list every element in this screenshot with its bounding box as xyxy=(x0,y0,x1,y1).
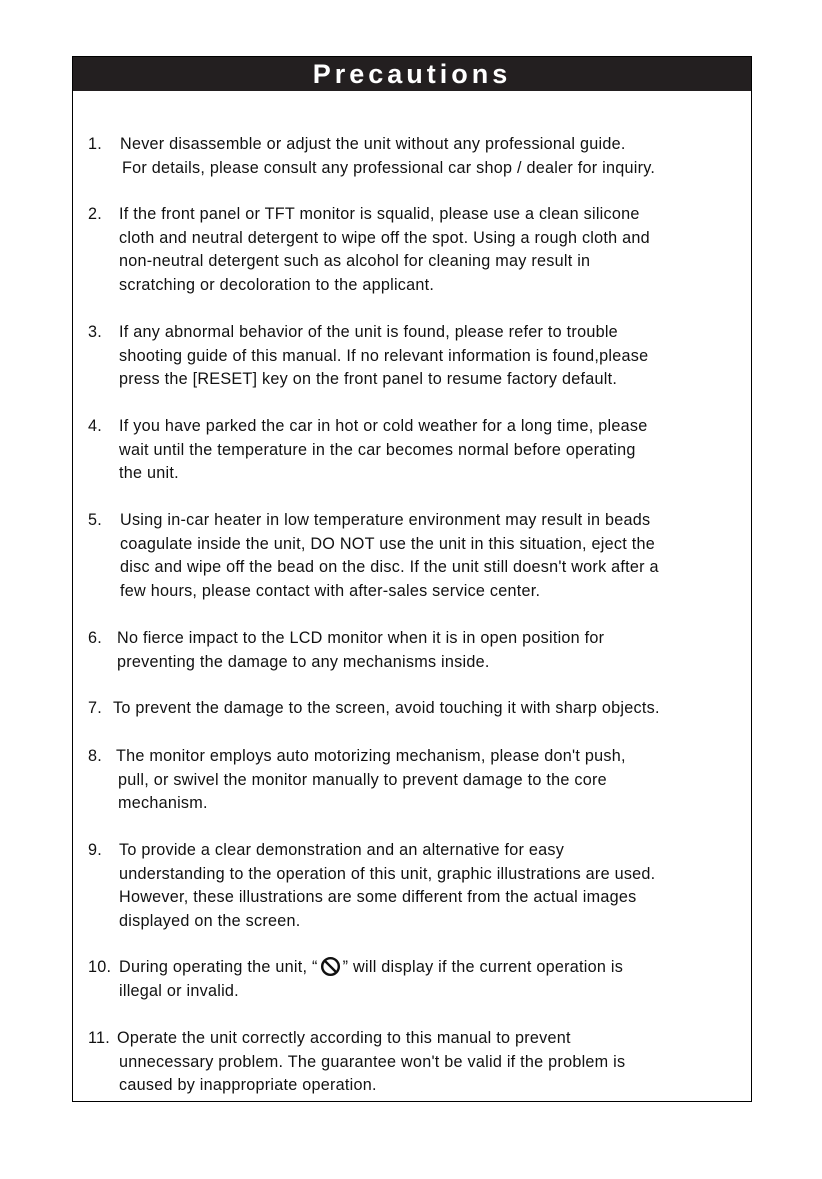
precaution-item-2 xyxy=(88,203,749,297)
item-line: Never disassemble or adjust the unit without any professional guide. xyxy=(120,135,626,153)
item-number: 9. xyxy=(88,841,103,859)
precaution-item-6 xyxy=(88,627,749,674)
item-line: press the [RESET] key on the front panel to resume factory default. xyxy=(119,370,618,388)
item-number: 2. xyxy=(88,205,103,223)
item-line: scratching or decoloration to the applicant. xyxy=(119,275,435,294)
item-line: If the front panel or TFT monitor is squalid, please use a clean silicone xyxy=(119,205,640,223)
precaution-item-5 xyxy=(88,509,749,603)
item-line: cloth and neutral detergent to wipe off the spot. Using a rough cloth and xyxy=(119,228,650,247)
item-line: understanding to the operation of this unit, graphic illustrations are used. xyxy=(119,864,656,883)
precaution-item-10 xyxy=(88,956,749,1003)
precaution-item-3 xyxy=(88,321,749,392)
item-line: few hours, please contact with after-sales service center. xyxy=(120,581,541,600)
precaution-item-9 xyxy=(88,839,749,933)
item-line: illegal or invalid. xyxy=(119,981,239,1000)
precaution-item-11 xyxy=(88,1027,749,1098)
precaution-item-7 xyxy=(88,697,749,721)
prohibited-icon xyxy=(320,956,341,977)
item-number: 4. xyxy=(88,417,103,435)
item-line: To prevent the damage to the screen, avoid touching it with sharp objects. xyxy=(113,699,660,717)
item-line: the unit. xyxy=(119,464,179,482)
item-text: ” will display if the current operation is xyxy=(342,958,624,976)
item-line: preventing the damage to any mechanisms inside. xyxy=(117,652,490,671)
item-line: The monitor employs auto motorizing mechanism, please don't push, xyxy=(116,747,626,765)
item-number: 11. xyxy=(88,1029,111,1047)
item-line xyxy=(119,956,749,980)
precaution-item-4 xyxy=(88,415,749,486)
item-line: wait until the temperature in the car becomes normal before operating xyxy=(119,440,636,459)
item-number: 7. xyxy=(88,699,103,717)
item-number: 8. xyxy=(88,747,103,765)
item-number: 1. xyxy=(88,135,103,153)
item-line: If any abnormal behavior of the unit is found, please refer to trouble xyxy=(119,323,618,341)
item-line: unnecessary problem. The guarantee won't be valid if the problem is xyxy=(119,1052,626,1071)
page-title: Precautions xyxy=(73,57,751,91)
item-number: 10. xyxy=(88,958,112,976)
item-number: 3. xyxy=(88,323,103,341)
item-line: Using in-car heater in low temperature environment may result in beads xyxy=(120,511,651,529)
precautions-frame xyxy=(72,56,752,1102)
item-line: To provide a clear demonstration and an alternative for easy xyxy=(119,841,565,859)
precaution-item-1 xyxy=(88,133,749,180)
item-number: 6. xyxy=(88,629,103,647)
item-line: pull, or swivel the monitor manually to prevent damage to the core xyxy=(118,770,607,789)
item-line: For details, please consult any professional car shop / dealer for inquiry. xyxy=(122,158,656,177)
item-line: Operate the unit correctly according to this manual to prevent xyxy=(117,1029,571,1047)
item-line: If you have parked the car in hot or cold weather for a long time, please xyxy=(119,417,648,435)
item-line: disc and wipe off the bead on the disc. If the unit still doesn't work after a xyxy=(120,558,659,576)
item-line: displayed on the screen. xyxy=(119,911,301,930)
item-line: caused by inappropriate operation. xyxy=(119,1076,377,1094)
item-line: No fierce impact to the LCD monitor when it is in open position for xyxy=(117,629,605,647)
item-number: 5. xyxy=(88,511,103,529)
item-line: non-neutral detergent such as alcohol for cleaning may result in xyxy=(119,252,591,270)
item-text: During operating the unit, “ xyxy=(119,958,318,976)
item-line: coagulate inside the unit, DO NOT use the unit in this situation, eject the xyxy=(120,534,655,553)
item-line: However, these illustrations are some different from the actual images xyxy=(119,888,637,906)
item-line: shooting guide of this manual. If no relevant information is found,please xyxy=(119,346,649,365)
precaution-item-8 xyxy=(88,745,749,816)
item-line: mechanism. xyxy=(118,794,208,812)
